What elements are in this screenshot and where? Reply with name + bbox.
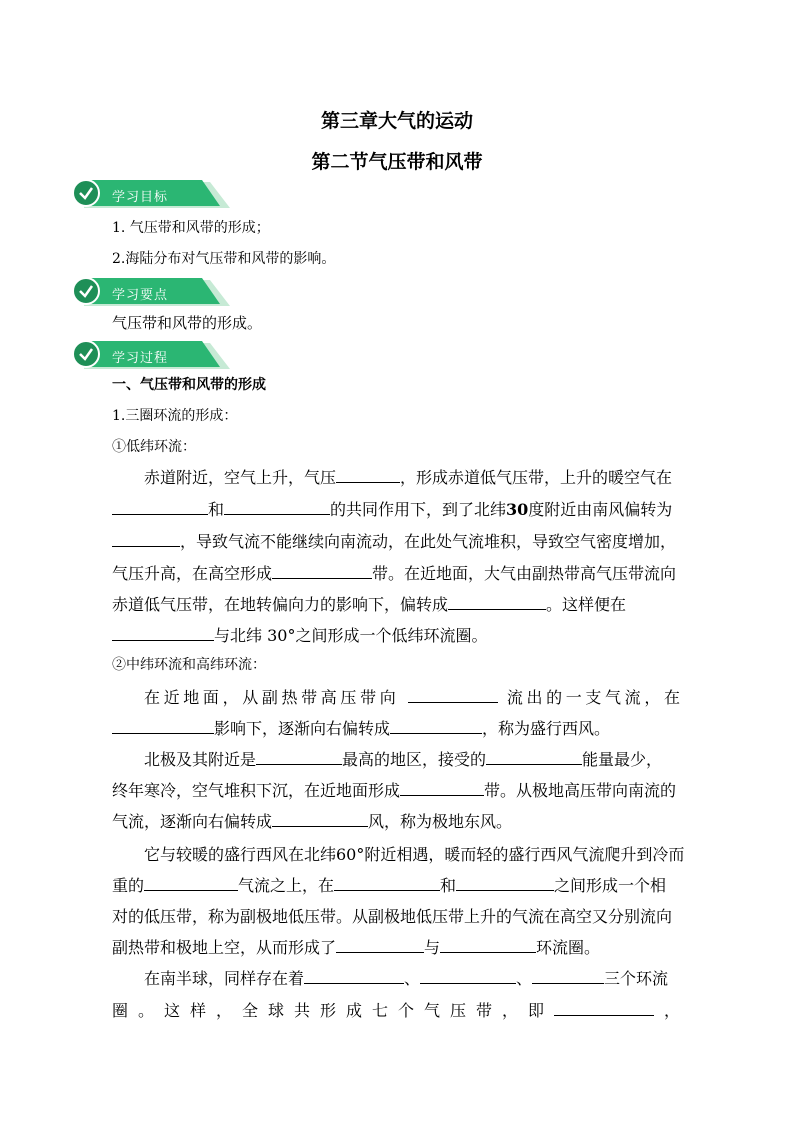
fill-blank[interactable] xyxy=(390,719,482,734)
p3-line1: 北极及其附近是 最高的地区，接受的 能量最少， xyxy=(144,750,663,769)
fill-blank[interactable] xyxy=(400,781,484,796)
banner-objectives xyxy=(70,178,235,212)
fill-blank[interactable] xyxy=(256,750,342,765)
check-badge-icon xyxy=(73,341,99,367)
fill-blank[interactable] xyxy=(272,812,368,827)
process-heading: 一、气压带和风带的形成 xyxy=(112,377,266,393)
p4-line1: 它与较暖的盛行西风在北纬60°附近相遇，暖而轻的盛行西风气流爬升到冷而 xyxy=(144,845,685,864)
banner-key-points xyxy=(70,276,235,310)
fill-blank[interactable] xyxy=(112,500,208,515)
p1-line1: 赤道附近，空气上升，气压 ，形成赤道低气压带，上升的暖空气在 xyxy=(144,468,673,487)
p1-line2: 和 的共同作用下，到了北纬30度附近由南风偏转为 xyxy=(112,497,680,520)
p5-line1: 在南半球，同样存在着 、 、 三个环流 xyxy=(144,969,669,988)
fill-blank[interactable] xyxy=(336,468,400,483)
section-title: 第二节气压带和风带 xyxy=(311,151,483,173)
banner-process xyxy=(70,339,235,373)
fill-blank[interactable] xyxy=(304,969,404,984)
objective-item: 2.海陆分布对气压带和风带的影响。 xyxy=(112,251,336,267)
p3-line3: 气流，逐渐向右偏转成 风，称为极地东风。 xyxy=(112,812,513,831)
p1-line5: 赤道低气压带，在地转偏向力的影响下，偏转成 。这样便在 xyxy=(112,595,627,614)
objective-item: 1. 气压带和风带的形成； xyxy=(112,220,270,236)
mid-latitude-title: ②中纬环流和高纬环流： xyxy=(112,657,266,673)
p3-line2: 终年寒冷，空气堆积下沉，在近地面形成 带。从极地高压带向南流的 xyxy=(112,781,677,800)
fill-blank[interactable] xyxy=(334,876,440,891)
fill-blank[interactable] xyxy=(408,688,498,703)
p4-line4: 副热带和极地上空，从而形成了 与 环流圈。 xyxy=(112,938,601,957)
fill-blank[interactable] xyxy=(336,938,424,953)
p2-line1: 在近地面，从副热带高压带向 流出的一支气流，在 xyxy=(144,688,680,707)
p4-line2: 重的 气流之上，在 和 之间形成一个相 xyxy=(112,876,667,895)
p1-line3: ，导致气流不能继续向南流动，在此处气流堆积，导致空气密度增加， xyxy=(112,529,680,552)
fill-blank[interactable] xyxy=(448,595,546,610)
check-badge-icon xyxy=(73,180,99,206)
low-latitude-title: ①低纬环流： xyxy=(112,439,196,455)
fill-blank[interactable] xyxy=(272,564,372,579)
p1-line4: 气压升高，在高空形成 带。在近地面，大气由副热带高气压带流向 xyxy=(112,564,677,583)
fill-blank[interactable] xyxy=(532,969,604,984)
chapter-title: 第三章大气的运动 xyxy=(320,110,473,132)
subsection-title: 1.三圈环流的形成： xyxy=(112,408,238,424)
p5-line2: 圈 。 这 样 ， 全 球 共 形 成 七 个 气 压 带 ， 即 ， xyxy=(112,1001,680,1020)
fill-blank[interactable] xyxy=(554,1001,654,1016)
fill-blank[interactable] xyxy=(144,876,238,891)
fill-blank[interactable] xyxy=(112,532,180,547)
fill-blank[interactable] xyxy=(112,719,214,734)
fill-blank[interactable] xyxy=(440,938,536,953)
banner-label: 学习目标 xyxy=(112,190,169,205)
fill-blank[interactable] xyxy=(420,969,516,984)
fill-blank[interactable] xyxy=(456,876,554,891)
p4-line3: 对的低压带，称为副极地低压带。从副极地低压带上升的气流在高空又分别流向 xyxy=(112,907,673,926)
fill-blank[interactable] xyxy=(486,750,582,765)
banner-label: 学习过程 xyxy=(112,351,169,366)
banner-label: 学习要点 xyxy=(112,288,169,303)
p1-line6: 与北纬 30°之间形成一个低纬环流圈。 xyxy=(112,623,680,646)
fill-blank[interactable] xyxy=(112,626,214,641)
p2-line2: 影响下，逐渐向右偏转成 ，称为盛行西风。 xyxy=(112,716,680,739)
fill-blank[interactable] xyxy=(224,500,330,515)
key-point-text: 气压带和风带的形成。 xyxy=(112,314,263,332)
check-badge-icon xyxy=(73,278,99,304)
